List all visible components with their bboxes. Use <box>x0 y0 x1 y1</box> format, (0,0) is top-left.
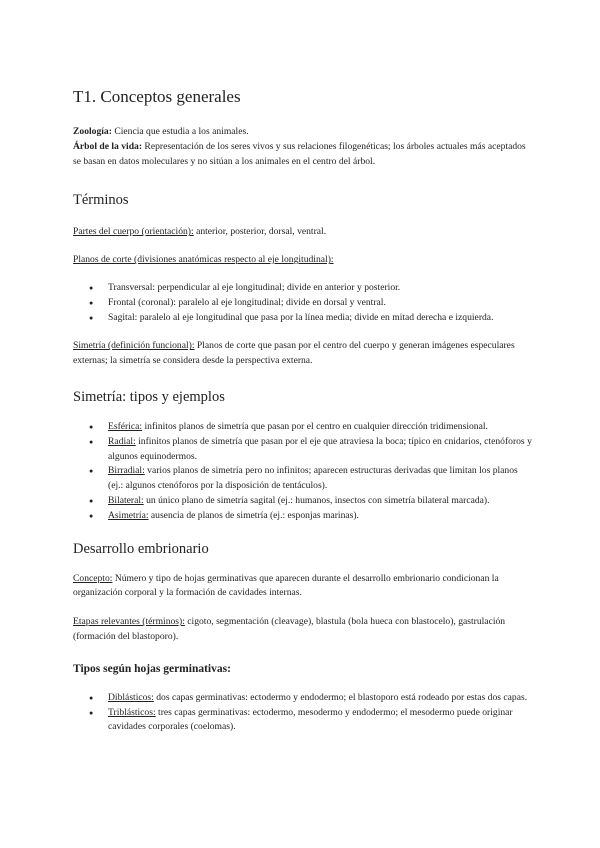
term-label: Birradial: <box>108 465 145 477</box>
definition-text: Representación de los seres vivos y sus relaciones filogenéticas; los árboles actuales más aceptados se basan en datos moleculares y no sitúan a los animales en el centro del árbol. <box>73 140 526 167</box>
simetria-definicion <box>73 339 533 369</box>
definition-text: varios planos de simetría pero no infinitos; aparecen estructuras derivadas que limitan los planos (ej.: algunos ctenóforos por la disposición de tentáculos). <box>108 465 518 492</box>
definition-text: anterior, posterior, dorsal, ventral. <box>193 226 327 238</box>
definition-text: Número y tipo de hojas germinativas que aparecen durante el desarrollo embrionario condicionan la organización corporal y la formación de cavidades internas. <box>73 572 499 599</box>
term-label: Diblásticos: <box>108 691 154 703</box>
term-label: Planos de corte (divisiones anatómicas respecto al eje longitudinal): <box>73 254 334 266</box>
planos-corte-label <box>73 253 533 268</box>
term-label: Asimetría: <box>108 509 149 521</box>
definition-text: tres capas germinativas: ectodermo, mesodermo y endodermo; el mesodermo puede originar cavidades corporales (coelomas). <box>108 706 513 733</box>
term-label: Zoología: <box>73 126 112 137</box>
term-label: Etapas relevantes (términos): <box>73 616 185 628</box>
list-item <box>73 494 533 509</box>
subsection-heading-tipos: Tipos según hojas germinativas: <box>73 662 231 675</box>
term-label: Partes del cuerpo (orientación): <box>73 226 194 238</box>
definition-text: cigoto, segmentación (cleavage), blastula (bola hueca con blastocelo), gastrulación (formación del blastoporo). <box>73 616 506 642</box>
definition-text: Planos de corte que pasan por el centro del cuerpo y generan imágenes especulares externas; la simetría se considera desde la perspectiva externa. <box>73 340 515 367</box>
definition-text: ausencia de planos de simetría (ej.: esponjas marinas). <box>148 509 359 521</box>
list-item: ● Transversal: perpendicular al eje longitudinal; divide en anterior y posterior. <box>73 281 533 296</box>
term-label: Triblásticos: <box>108 706 156 718</box>
list-item <box>73 464 533 494</box>
term-label: Esférica: <box>108 420 143 432</box>
list-item <box>73 420 533 435</box>
intro-arbol-vida <box>73 140 533 170</box>
definition-text: infinitos planos de simetría que pasan por el eje que atraviesa la boca; típico en cnidarios, ctenóforos y algunos equinodermos. <box>108 435 532 462</box>
term-label: Bilateral: <box>108 494 144 506</box>
tipos-hojas-list <box>73 691 533 735</box>
document-content <box>73 86 533 749</box>
term-label: Radial: <box>108 435 136 447</box>
list-item: ● Frontal (coronal): paralelo al eje longitudinal; divide en dorsal y ventral. <box>73 296 533 311</box>
list-item <box>73 691 533 706</box>
simetria-tipos-list <box>73 420 533 524</box>
list-item <box>73 706 533 736</box>
definition-text: infinitos planos de simetría que pasan por el centro en cualquier dirección tridimensional. <box>142 420 488 432</box>
section-heading-simetria: Simetría: tipos y ejemplos <box>73 388 225 405</box>
desarrollo-concepto <box>73 572 533 602</box>
section-heading-desarrollo: Desarrollo embrionario <box>73 540 209 557</box>
term-label: Simetría (definición funcional): <box>73 340 195 352</box>
list-item <box>73 509 533 524</box>
term-label: Árbol de la vida: <box>73 140 143 152</box>
intro-zoologia <box>73 125 533 140</box>
section-heading-terminos: Términos <box>73 192 129 209</box>
definition-text: dos capas germinativas: ectodermo y endodermo; el blastoporo está rodeado por estas dos capas. <box>153 691 528 703</box>
desarrollo-etapas <box>73 615 533 645</box>
planos-corte-list <box>73 281 533 325</box>
definition-text: un único plano de simetría sagital (ej.: humanos, insectos con simetría bilateral marcada). <box>143 494 490 506</box>
list-item <box>73 435 533 465</box>
document-title: T1. Conceptos generales <box>73 87 241 106</box>
partes-cuerpo <box>73 225 533 240</box>
term-label: Concepto: <box>73 572 113 584</box>
definition-text: Ciencia que estudia a los animales. <box>111 126 249 137</box>
list-item: ● Sagital: paralelo al eje longitudinal que pasa por la línea media; divide en mitad derecha e izquierda. <box>73 311 533 326</box>
